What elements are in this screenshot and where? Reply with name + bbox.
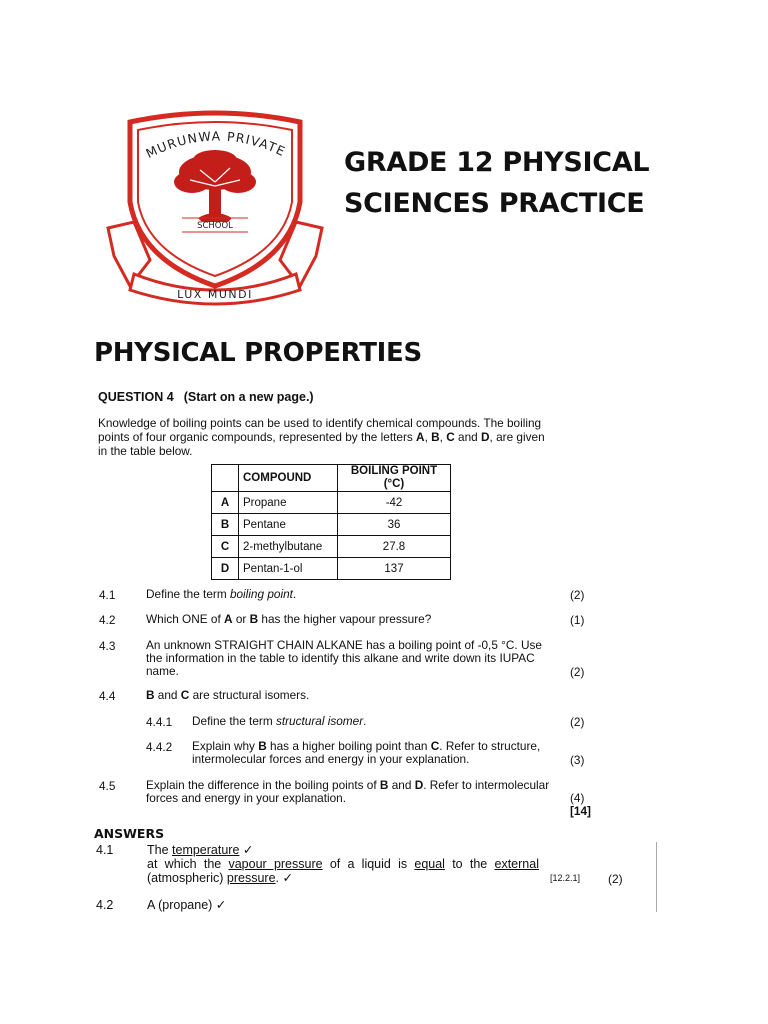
q442-text: Explain why B has a higher boiling point than C. Refer to structure, intermolecular forces and energy in your explanation. xyxy=(192,739,541,766)
a42-text: A (propane) ✓ xyxy=(147,898,227,912)
a41-line-1: The temperature ✓ xyxy=(147,843,254,857)
a41-number: 4.1 xyxy=(96,843,114,857)
q43-number: 4.3 xyxy=(99,639,116,653)
a41-reference: [12.2.1] xyxy=(550,873,581,883)
q44-text: B and C are structural isomers. xyxy=(146,688,310,702)
school-logo xyxy=(100,110,330,310)
q43-text: An unknown STRAIGHT CHAIN ALKANE has a boiling point of -0,5 °C. Use the information in the table to identify this alkane and write down its IUPAC name. xyxy=(146,638,542,678)
q43-marks: (2) xyxy=(570,665,585,679)
table-row: D Pentan-1-ol 137 xyxy=(212,558,451,580)
table-header-blank xyxy=(212,465,239,492)
q42-marks: (1) xyxy=(570,613,585,627)
table-row: A Propane -42 xyxy=(212,492,451,514)
table-header-compound: COMPOUND xyxy=(239,465,338,492)
a41-line-2: at which the vapour pressure of a liquid is equal to the external xyxy=(147,857,539,871)
table-header-boiling-point: BOILING POINT (°C) xyxy=(338,465,451,492)
a42-number: 4.2 xyxy=(96,898,114,912)
q45-total: [14] xyxy=(570,804,591,818)
a41-line-3: (atmospheric) pressure. ✓ xyxy=(147,871,293,885)
margin-divider xyxy=(656,842,657,912)
q441-number: 4.4.1 xyxy=(146,715,173,729)
q45-number: 4.5 xyxy=(99,779,116,793)
question-heading xyxy=(98,390,314,404)
section-title: PHYSICAL PROPERTIES xyxy=(94,338,422,368)
logo-school-text: SCHOOL xyxy=(197,221,233,231)
question-note: (Start on a new page.) xyxy=(183,390,314,404)
table-row: B Pentane 36 xyxy=(212,514,451,536)
title-line-1: GRADE 12 PHYSICAL xyxy=(344,147,650,178)
question-number: QUESTION 4 xyxy=(98,390,174,404)
answers-heading: ANSWERS xyxy=(94,826,165,841)
q41-number: 4.1 xyxy=(99,588,116,602)
table-header-row xyxy=(212,465,451,492)
q41-text: Define the term boiling point. xyxy=(146,587,297,601)
document-title xyxy=(344,142,649,224)
q45-text: Explain the difference in the boiling points of B and D. Refer to intermolecular forces and energy in your explanation. xyxy=(146,778,550,805)
logo-motto: LUX MUNDI xyxy=(177,288,253,301)
table-row: C 2-methylbutane 27.8 xyxy=(212,536,451,558)
boiling-point-table xyxy=(211,464,451,580)
q45-marks: (4) xyxy=(570,791,585,805)
q42-text: Which ONE of A or B has the higher vapour pressure? xyxy=(146,612,432,626)
q41-marks: (2) xyxy=(570,588,585,602)
question-intro: Knowledge of boiling points can be used to identify chemical compounds. The boiling points of four organic compounds, represented by the letters A, B, C and D, are given in the table below. xyxy=(98,416,545,458)
q42-number: 4.2 xyxy=(99,613,116,627)
q441-text: Define the term structural isomer. xyxy=(192,714,367,728)
q44-number: 4.4 xyxy=(99,689,116,703)
q442-marks: (3) xyxy=(570,753,585,767)
a41-marks: (2) xyxy=(608,872,623,886)
q442-number: 4.4.2 xyxy=(146,740,173,754)
q441-marks: (2) xyxy=(570,715,585,729)
title-line-2: SCIENCES PRACTICE xyxy=(344,188,645,219)
logo-top-text: MURUNWA PRIVATE xyxy=(143,128,289,161)
